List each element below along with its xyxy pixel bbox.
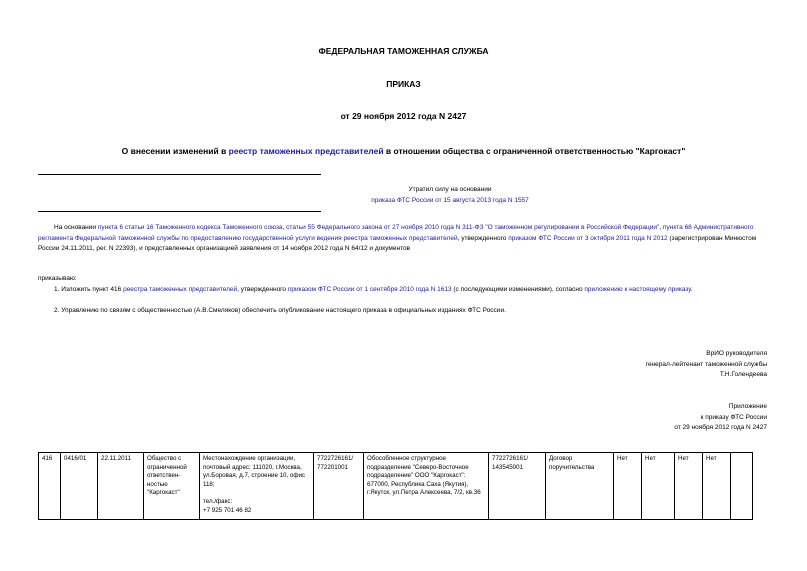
document-title <box>0 146 807 156</box>
signature-rank: генерал-лейтенант таможенной службы <box>645 360 767 368</box>
cell-flag-3: Нет <box>675 453 703 520</box>
item1-text-1: 1. Изложить пункт 416 <box>54 286 124 293</box>
preamble-link-regulation[interactable]: пункта 68 Административного регламента Федеральной таможенной службы по предоставлению государственной услуги ведения реестра таможенных представителей <box>38 224 754 242</box>
cell-date: 22.11.2011 <box>98 453 144 520</box>
item1-link-appendix[interactable]: приложению к настоящему приказу <box>584 286 691 293</box>
cell-flag-2: Нет <box>642 453 675 520</box>
appendix-title: Приложение <box>728 403 767 410</box>
order-item-2: 2. Управлению по связям с общественностью (А.В.Смеляков) обеспечить опубликование настоящего приказа в официальных изданиях ФТС России. <box>54 307 506 314</box>
annul-link[interactable]: приказа ФТС России от 15 августа 2013 года N 1557 <box>371 196 529 204</box>
item1-text-3: (с последующими изменениями), согласно <box>451 286 585 293</box>
cell-num: 416 <box>39 453 61 520</box>
cell-name: Общество с ограниченной ответствен-ностью "Каргокаст" <box>144 453 200 520</box>
doc-date-number: от 29 ноября 2012 года N 2427 <box>340 111 467 121</box>
order-word: приказываю: <box>38 275 77 282</box>
title-registry-link[interactable]: реестр таможенных представителей <box>228 146 384 156</box>
preamble-text-4: , утвержденного <box>457 234 509 242</box>
item1-link-registry[interactable]: реестра таможенных представителей <box>123 286 238 293</box>
preamble-text-1: На основании <box>54 224 98 231</box>
cell-branch: Обособленное структурное подразделение "Северо-Восточное подразделение" ООО "Каргокаст": 677000, Республика Саха (Якутия), г.Якутск, ул.Петра Алексеева, 7/2, кв.36 <box>364 453 489 520</box>
preamble-link-tk[interactable]: пункта 6 статьи 16 Таможенного кодекса Таможенного союза <box>97 224 283 231</box>
preamble-text-3: , <box>659 224 663 231</box>
doc-type: ПРИКАЗ <box>386 79 421 89</box>
appendix-date: от 29 ноября 2012 года N 2427 <box>674 424 767 431</box>
preamble-link-order[interactable]: приказом ФТС России от 3 октября 2011 года N 2012 <box>508 234 668 242</box>
agency-name: ФЕДЕРАЛЬНАЯ ТАМОЖЕННАЯ СЛУЖБА <box>318 46 489 56</box>
preamble-text-2: , <box>282 224 287 231</box>
phone-label: тел./факс: <box>203 497 233 505</box>
preamble-link-law[interactable]: статьи 55 Федерального закона от 27 ноября 2010 года N 311-ФЗ "О таможенном регулировании в Российской Федерации" <box>286 224 660 231</box>
appendix-ref: к приказу ФТС России <box>700 413 767 421</box>
annul-line: Утратил силу на основании <box>408 186 492 193</box>
divider-top <box>38 174 321 175</box>
signature-block <box>646 349 767 381</box>
cell-reg-no: 0416/01 <box>61 453 98 520</box>
cell-contract: Договор поручительства <box>546 453 614 520</box>
signature-position: ВрИО руководителя <box>706 350 767 357</box>
phone-value: +7 925 701 46 82 <box>203 506 252 514</box>
table-row <box>39 453 753 520</box>
cell-branch-inn-kpp: 7722726161/ 143545001 <box>489 453 546 520</box>
preamble-text-5: (зарегистрирован Минюстом России 24.11.2011, рег. N 22393), и представленных организацией заявления от 14 ноября 2012 года N 64/12 и документов <box>38 234 757 253</box>
title-text-after: в отношении общества с ограниченной ответственностью "Каргокаст" <box>383 146 686 156</box>
item1-text-4: . <box>690 286 693 293</box>
appendix-block <box>674 402 767 434</box>
divider-bottom <box>38 211 321 212</box>
title-text-before: О внесении изменений в <box>121 146 229 156</box>
cell-flag-1: Нет <box>614 453 642 520</box>
cell-inn-kpp: 7722726161/ 772201001 <box>314 453 364 520</box>
cell-flag-4: Нет <box>703 453 731 520</box>
cell-address <box>200 453 314 520</box>
cell-empty <box>731 453 753 520</box>
registry-table <box>38 452 753 520</box>
annul-note <box>40 185 807 206</box>
address-text: Местонахождение организации, почтовый адрес: 111020, г.Москва, ул.Боровая, д.7, строение 10, офис 118; <box>203 455 306 488</box>
signature-name: Т.Н.Голендеева <box>719 371 767 378</box>
order-item-1 <box>54 285 784 296</box>
item1-link-order[interactable]: приказом ФТС России от 1 сентября 2010 года N 1613 <box>287 286 452 293</box>
item1-text-2: , утвержденного <box>237 286 288 293</box>
preamble-paragraph <box>38 223 769 255</box>
